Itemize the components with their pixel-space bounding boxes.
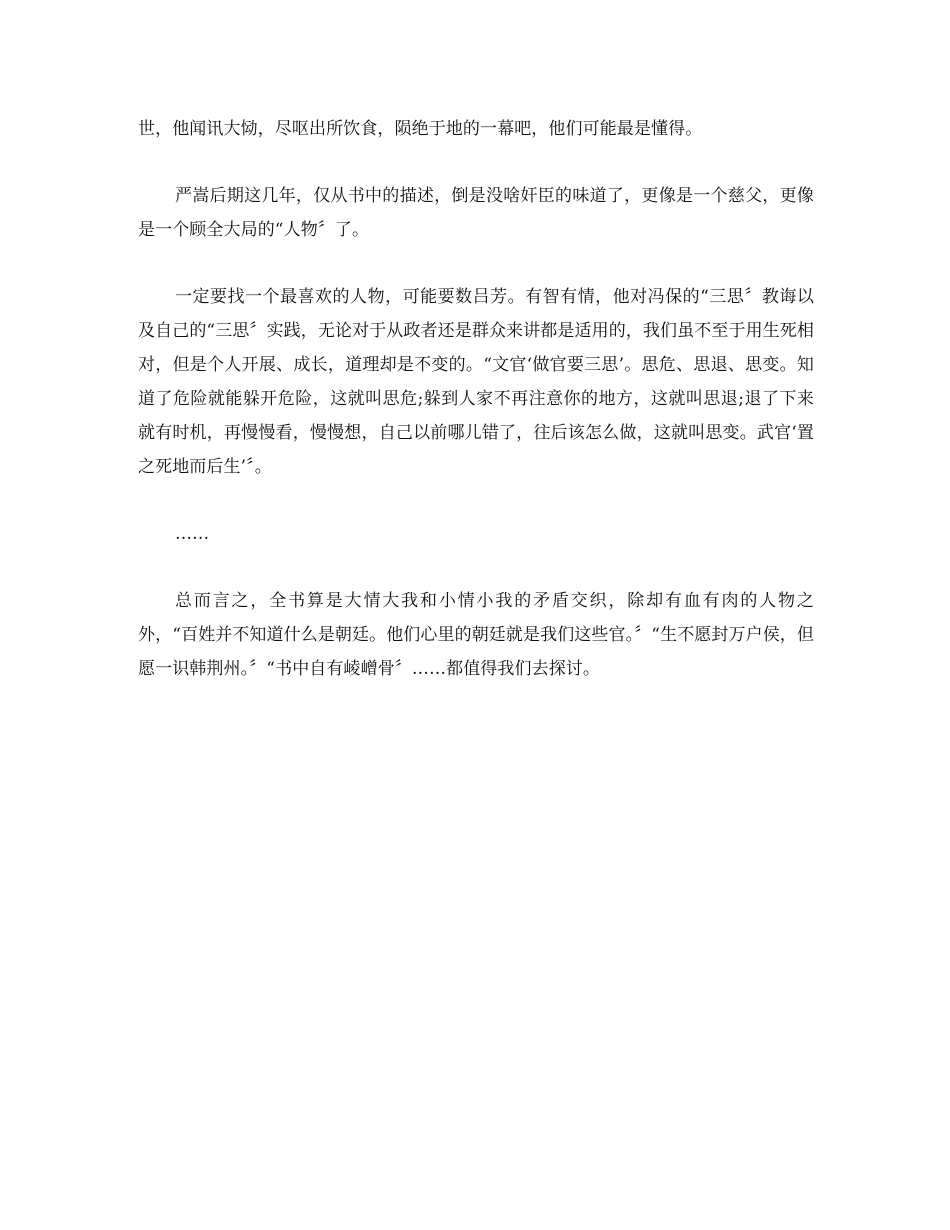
document-body — [138, 112, 814, 686]
paragraph-ellipsis: …… — [175, 524, 210, 544]
paragraph-conclusion: 总而言之，全书算是大情大我和小情小我的矛盾交织，除却有血有肉的人物之外，“百姓并不知道什么是朝廷。他们心里的朝廷就是我们这些官。〞“生不愿封万户侯，但愿一识韩荆州。〞“书中自有崚嶒骨〞……都值得我们去探讨。 — [138, 591, 814, 679]
paragraph-lu-fang: 一定要找一个最喜欢的人物，可能要数吕芳。有智有情，他对冯保的“三思〞教诲以及自己的“三思〞实践，无论对于从政者还是群众来讲都是适用的，我们虽不至于用生死相对，但是个人开展、成长，道理却是不变的。“文官‘做官要三思’。思危、思退、思变。知道了危险就能躲开危险，这就叫思危;躲到人家不再注意你的地方，这就叫思退;退了下来就有时机，再慢慢看，慢慢想，自己以前哪儿错了，往后该怎么做，这就叫思变。武官‘置之死地而后生’〞。 — [138, 287, 814, 477]
paragraph-continuation: 世，他闻讯大恸，尽呕出所饮食，陨绝于地的一幕吧，他们可能最是懂得。 — [138, 119, 703, 139]
paragraph-yan-song: 严嵩后期这几年，仅从书中的描述，倒是没啥奸臣的味道了，更像是一个慈父，更像是一个顾全大局的“人物〞了。 — [138, 186, 814, 240]
